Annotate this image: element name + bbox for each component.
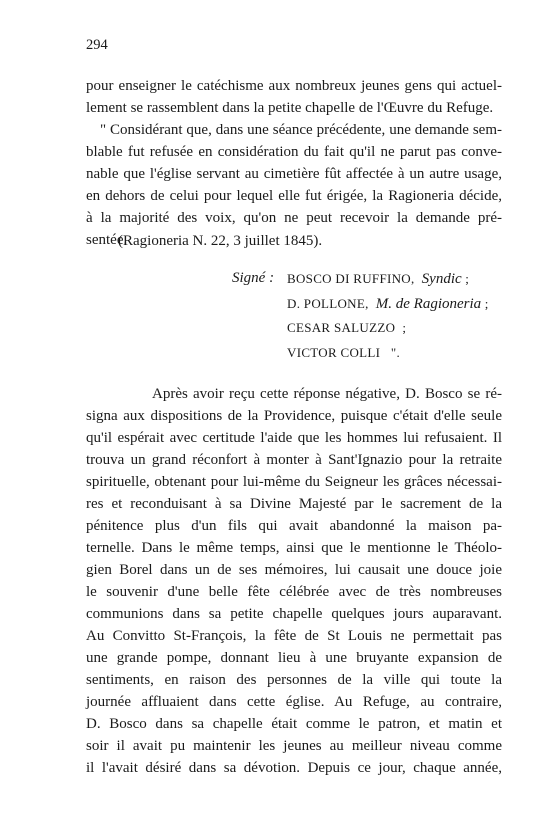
text-line: D. Bosco dans sa chapelle était comme le patron, et matin et bbox=[86, 716, 502, 732]
text-line: Après avoir reçu cette réponse négative, D. Bosco se ré- bbox=[152, 386, 502, 402]
signatory-end: ; bbox=[461, 271, 470, 286]
signature-row bbox=[0, 267, 540, 292]
text-line: res et reconduisant à sa Divine Majesté par le sacrement de la bbox=[86, 496, 502, 512]
text-line: le souvenir d'une belle fête célébrée avec de très nombreuses bbox=[86, 584, 502, 600]
paragraph-council-decision bbox=[86, 75, 502, 251]
text-line: Au Convitto St-François, la fête de St Louis ne permettait pas bbox=[86, 628, 502, 644]
text-line: signa aux dispositions de la Providence, puisque c'était d'elle seule bbox=[86, 408, 502, 424]
text-line: sentiments, en raison des personnes de la ville qui toute la bbox=[86, 672, 502, 688]
signatory-name: CESAR SALUZZO ; bbox=[287, 320, 407, 335]
signatory-end: ; bbox=[481, 295, 489, 311]
signature-row bbox=[0, 341, 540, 366]
text-line: qu'il espérait avec certitude l'aide que les hommes lui refusaient. Il bbox=[86, 430, 502, 446]
text-line: gien Borel dans un de ses mémoires, lui causait une douce joie bbox=[86, 562, 502, 578]
text-line: trouva un grand réconfort à monter à Sant'Ignazio pour la retraite bbox=[86, 452, 502, 468]
text-line: pour enseigner le catéchisme aux nombreux jeunes gens qui actuel- bbox=[86, 78, 502, 94]
signatory-name: D. POLLONE, bbox=[287, 295, 369, 311]
signatory bbox=[287, 316, 406, 341]
page-number: 294 bbox=[86, 37, 108, 53]
text-line: à la majorité des voix, qu'on ne peut recevoir la demande pré- bbox=[86, 210, 502, 226]
text-line: lement se rassemblent dans la petite chapelle de l'Œuvre du Refuge. bbox=[86, 100, 494, 116]
text-line: en dehors de celui pour lequel elle fut érigée, la Ragioneria décide, bbox=[86, 188, 502, 204]
paragraph-bosco-resignation bbox=[86, 383, 502, 779]
text-line: une grande pompe, donnant lieu à une bruyante expansion de bbox=[86, 650, 502, 666]
signatory-name: VICTOR COLLI ". bbox=[287, 344, 401, 360]
text-line: il l'avait désiré dans sa dévotion. Depuis ce jour, chaque année, bbox=[86, 760, 502, 776]
text-line: ternelle. Dans le même temps, ainsi que le mentionne le Théolo- bbox=[86, 540, 502, 556]
signatory bbox=[287, 292, 489, 317]
signature-label: Signé : bbox=[232, 270, 275, 286]
text-line: sentée. bbox=[86, 232, 128, 248]
text-line: nable que l'église servant au cimetière fût affectée à un autre usage, bbox=[86, 166, 502, 182]
signatory bbox=[287, 341, 400, 366]
signature-row bbox=[0, 292, 540, 317]
text-line: spirituelle, obtenant pour lui-même du Seigneur les grâces nécessai- bbox=[86, 474, 502, 490]
signature-block bbox=[0, 267, 540, 365]
signatory-title: Syndic bbox=[421, 271, 462, 287]
text-line: pénitence plus d'un fils qui avait abandonné la maison pa- bbox=[86, 518, 502, 534]
text-line: " Considérant que, dans une séance précédente, une demande sem- bbox=[100, 122, 502, 138]
text-line: blable fut refusée en considération du fait qu'il ne parut pas conve- bbox=[86, 144, 502, 160]
text-line: journée affluaient dans cette église. Au Refuge, au contraire, bbox=[86, 694, 502, 710]
signatory-name: BOSCO DI RUFFINO, bbox=[287, 271, 415, 286]
signature-row bbox=[0, 316, 540, 341]
text-line: communions dans sa petite chapelle quelques jours auparavant. bbox=[86, 606, 502, 622]
citation: (Ragioneria N. 22, 3 juillet 1845). bbox=[118, 233, 323, 249]
signatory-title: M. de Ragioneria bbox=[375, 295, 482, 312]
text-line: soir il avait pu maintenir les jeunes au meilleur niveau comme bbox=[86, 738, 502, 754]
signatory bbox=[287, 267, 469, 292]
